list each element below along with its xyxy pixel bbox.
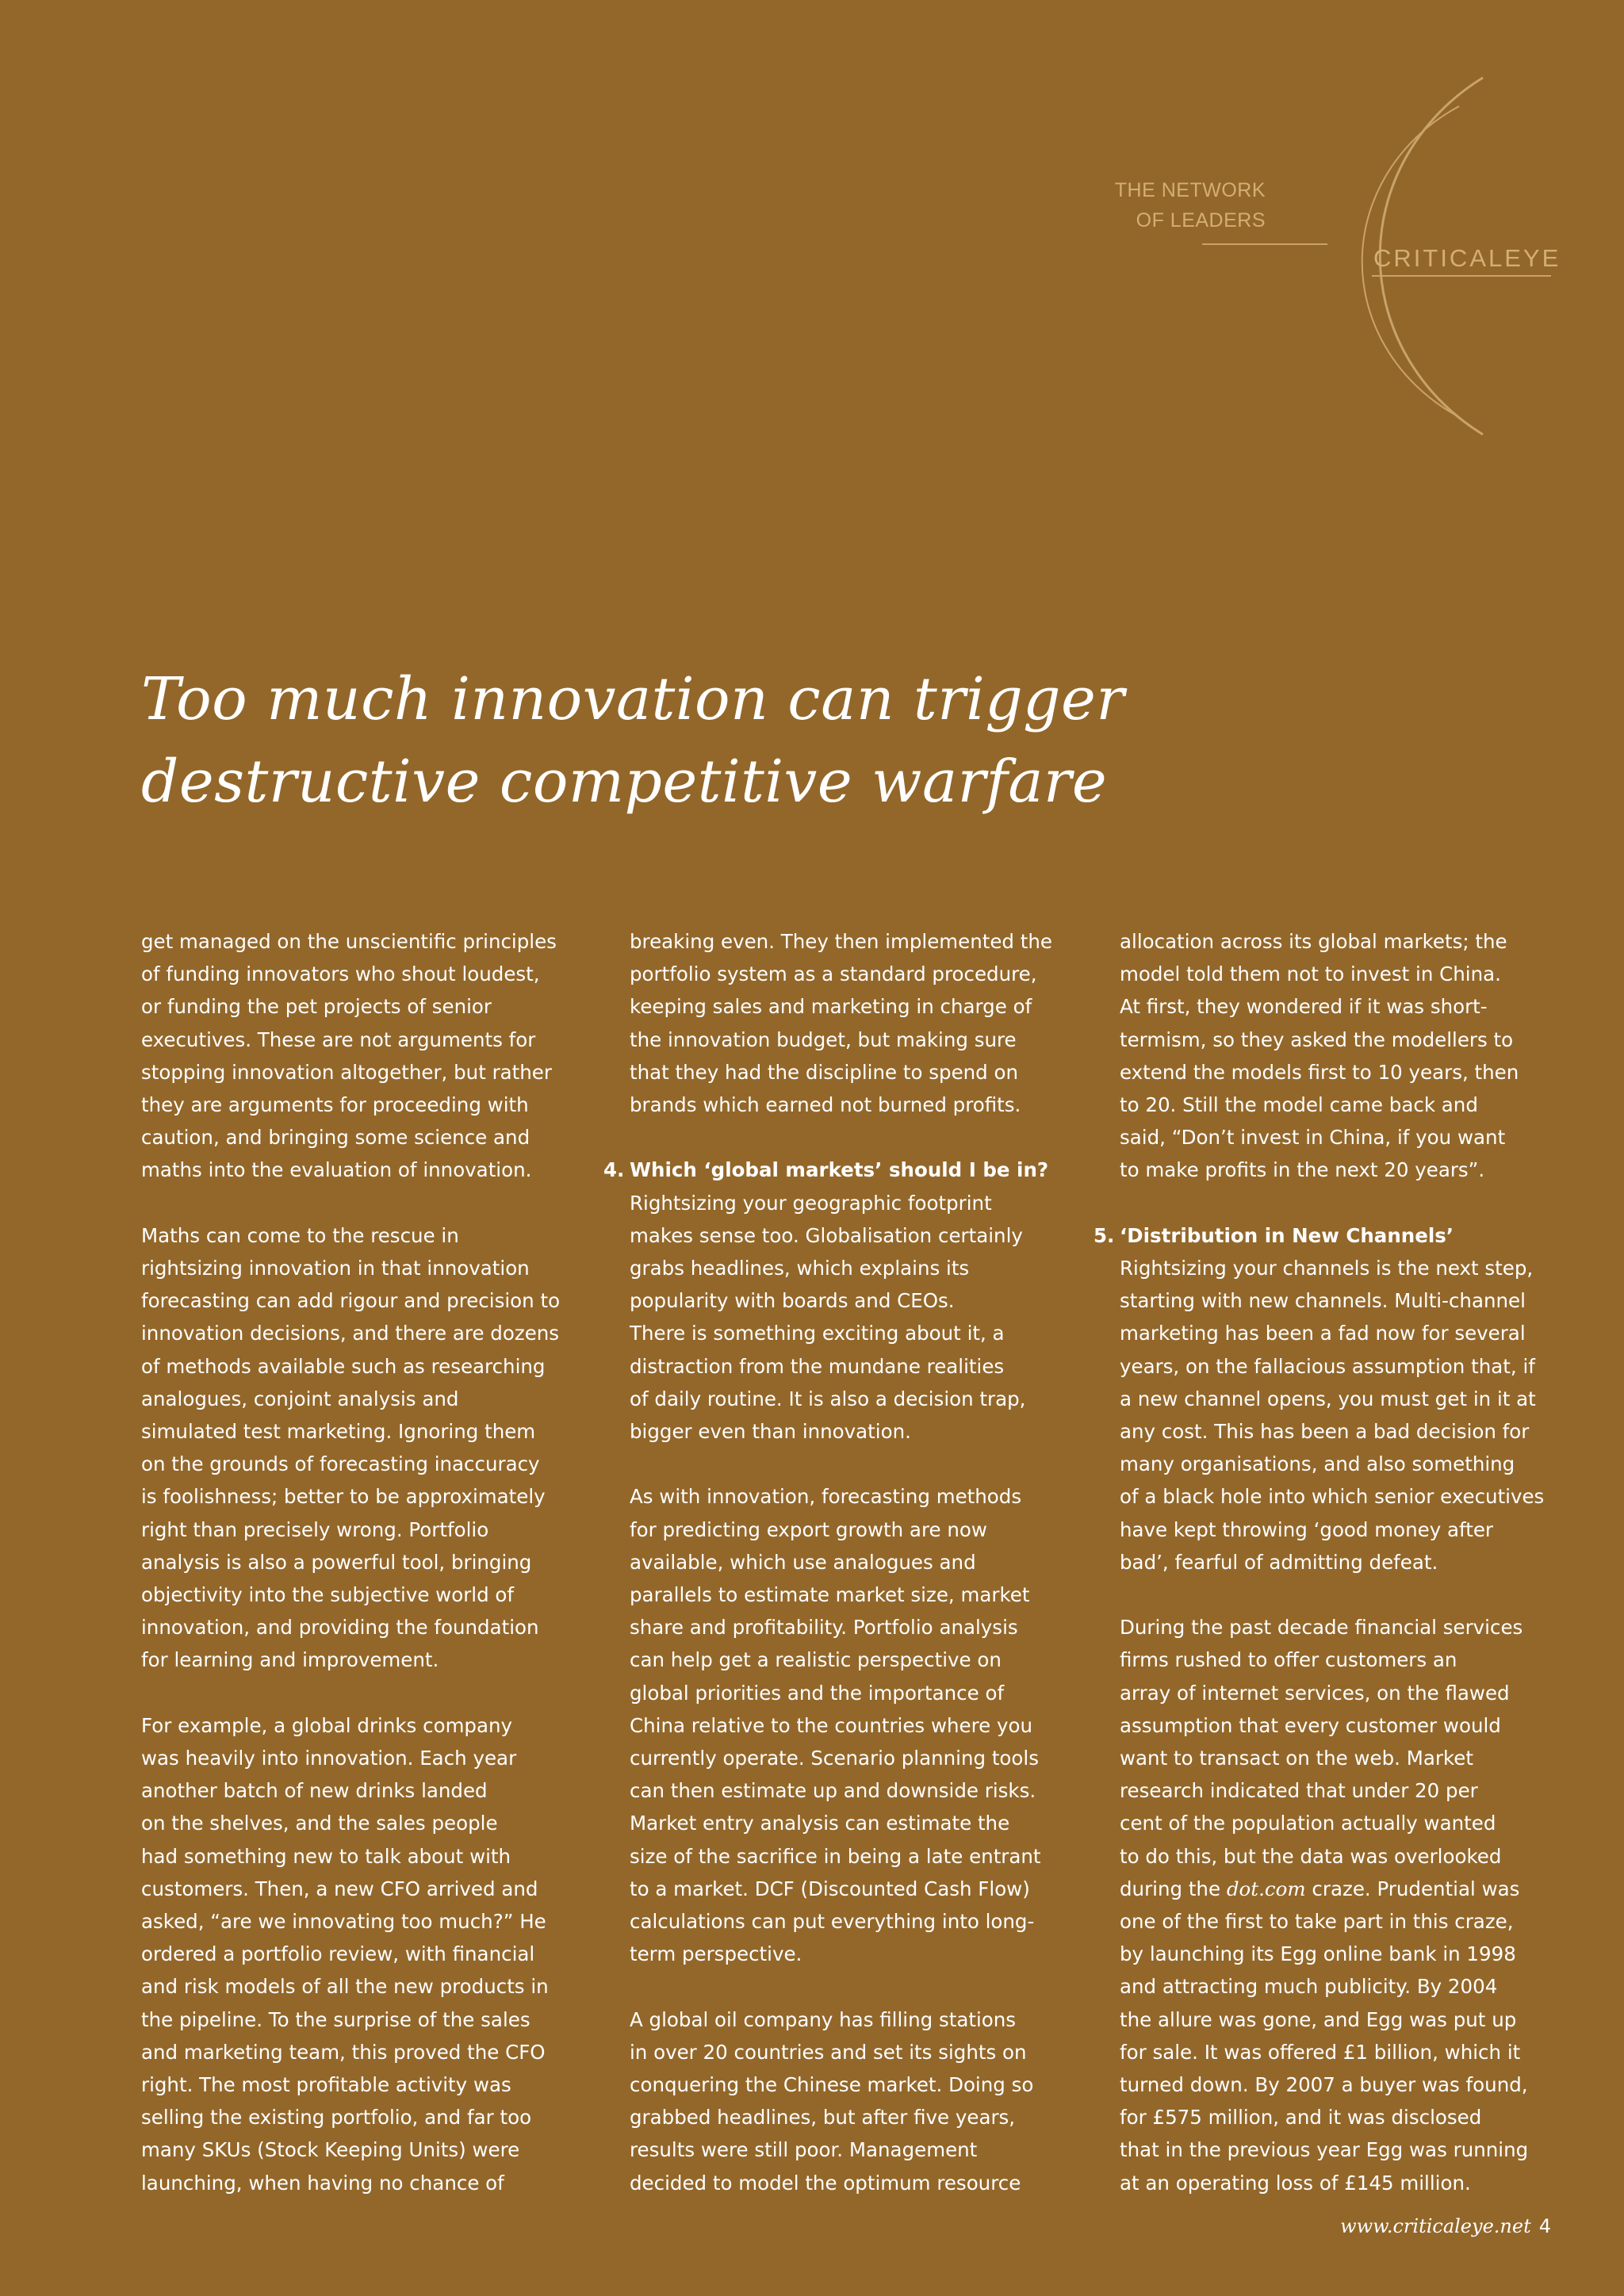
- text-line: asked, “are we innovating too much?” He: [141, 1910, 546, 1934]
- text-line: At first, they wondered if it was short-: [1120, 995, 1488, 1019]
- text-line: termism, so they asked the modellers to: [1120, 1027, 1514, 1051]
- text-line: for £575 million, and it was disclosed: [1120, 2106, 1482, 2130]
- section-heading-4: [603, 1154, 1074, 1186]
- paragraph-gap: [630, 1121, 1074, 1154]
- paragraph-gap: [630, 1970, 1074, 2003]
- article-column-2: [603, 925, 1074, 2199]
- section-heading-5: [1094, 1219, 1564, 1252]
- text-line: During the past decade financial services: [1120, 1616, 1523, 1640]
- text-line: For example, a global drinks company: [141, 1713, 513, 1737]
- paragraph: [141, 1219, 585, 1677]
- text-line: innovation decisions, and there are dozens: [141, 1322, 560, 1345]
- text-line: any cost. This has been a bad decision for: [1120, 1420, 1530, 1444]
- section-heading-text: ‘Distribution in New Channels’: [1120, 1223, 1454, 1247]
- text-line: many SKUs (Stock Keeping Units) were: [141, 2138, 520, 2162]
- text-line: to a market. DCF (Discounted Cash Flow): [630, 1877, 1030, 1900]
- text-line: Rightsizing your channels is the next step,: [1120, 1257, 1534, 1280]
- text-line: parallels to estimate market size, market: [630, 1583, 1030, 1607]
- text-line: another batch of new drinks landed: [141, 1779, 488, 1803]
- text-line: that in the previous year Egg was running: [1120, 2138, 1529, 2162]
- text-line: calculations can put everything into long-: [630, 1910, 1035, 1934]
- logo-tagline-line-2: OF LEADERS: [1136, 209, 1266, 232]
- text-line: executives. These are not arguments for: [141, 1027, 536, 1051]
- section-number: 5.: [1094, 1223, 1115, 1247]
- text-line: to 20. Still the model came back and: [1120, 1093, 1478, 1117]
- logo-tagline-line-1: THE NETWORK: [1114, 179, 1266, 201]
- paragraph: [630, 925, 1074, 1121]
- text-line: for learning and improvement.: [141, 1648, 439, 1672]
- text-line: bigger even than innovation.: [630, 1420, 911, 1444]
- text-line: grabbed headlines, but after five years,: [630, 2106, 1016, 2130]
- text-line: for sale. It was offered £1 billion, which it: [1120, 2040, 1521, 2064]
- text-line: grabs headlines, which explains its: [630, 1257, 970, 1280]
- text-line: extend the models first to 10 years, then: [1120, 1060, 1519, 1084]
- section-number: 4.: [603, 1158, 625, 1182]
- paragraph-gap: [141, 1677, 585, 1709]
- text-line: get managed on the unscientific principles: [141, 930, 557, 953]
- paragraph: [141, 925, 585, 1187]
- text-line: have kept throwing ‘good money after: [1120, 1517, 1493, 1541]
- text-line: global priorities and the importance of: [630, 1681, 1005, 1705]
- paragraph-gap: [1120, 1187, 1564, 1219]
- text-line: assumption that every customer would: [1120, 1713, 1501, 1737]
- paragraph-gap: [630, 1448, 1074, 1480]
- paragraph-gap: [1120, 1578, 1564, 1611]
- text-line: years, on the fallacious assumption that, if: [1120, 1354, 1535, 1378]
- text-run: during the: [1120, 1877, 1227, 1900]
- text-line: can help get a realistic perspective on: [630, 1648, 1002, 1672]
- text-line: in over 20 countries and set its sights on: [630, 2040, 1027, 2064]
- page-footer: [1340, 2215, 1551, 2237]
- text-line: ordered a portfolio review, with financial: [141, 1942, 535, 1966]
- text-line: China relative to the countries where you: [630, 1713, 1033, 1737]
- text-line: firms rushed to offer customers an: [1120, 1648, 1457, 1672]
- text-line: brands which earned not burned profits.: [630, 1093, 1021, 1117]
- text-line: analogues, conjoint analysis and: [141, 1387, 459, 1410]
- text-line: share and profitability. Portfolio analysis: [630, 1616, 1018, 1640]
- paragraph-gap: [141, 1187, 585, 1219]
- page-number: 4: [1538, 2215, 1551, 2237]
- text-line: and marketing team, this proved the CFO: [141, 2040, 546, 2064]
- text-line: array of internet services, on the flawed: [1120, 1681, 1510, 1705]
- text-line: rightsizing innovation in that innovation: [141, 1257, 530, 1280]
- italic-term: dot.com: [1226, 1877, 1306, 1900]
- text-line: want to transact on the web. Market: [1120, 1747, 1473, 1770]
- text-line: maths into the evaluation of innovation.: [141, 1158, 532, 1182]
- text-line: term perspective.: [630, 1942, 802, 1966]
- text-line: forecasting can add rigour and precision to: [141, 1289, 561, 1313]
- text-run: craze. Prudential was: [1305, 1877, 1520, 1900]
- text-line: one of the first to take part in this craze,: [1120, 1910, 1514, 1934]
- paragraph: [630, 2003, 1074, 2199]
- text-line: Maths can come to the rescue in: [141, 1223, 459, 1247]
- text-line: a new channel opens, you must get in it at: [1120, 1387, 1536, 1410]
- text-line: Rightsizing your geographic footprint: [630, 1191, 992, 1215]
- text-line: conquering the Chinese market. Doing so: [630, 2073, 1034, 2097]
- text-line: keeping sales and marketing in charge of: [630, 995, 1032, 1019]
- text-line: decided to model the optimum resource: [630, 2171, 1021, 2195]
- text-line: and risk models of all the new products in: [141, 1975, 549, 1999]
- text-line: they are arguments for proceeding with: [141, 1093, 529, 1117]
- text-line: turned down. By 2007 a buyer was found,: [1120, 2073, 1528, 2097]
- text-line: size of the sacrifice in being a late entrant: [630, 1844, 1041, 1868]
- article-column-3: [1094, 925, 1564, 2199]
- text-line: the pipeline. To the surprise of the sales: [141, 2007, 530, 2031]
- paragraph: [141, 1709, 585, 2199]
- text-line: of a black hole into which senior executives: [1120, 1485, 1545, 1509]
- text-line: research indicated that under 20 per: [1120, 1779, 1478, 1803]
- article-column-1: [141, 925, 585, 2199]
- text-line: right. The most profitable activity was: [141, 2073, 511, 2097]
- text-line: marketing has been a fad now for several: [1120, 1322, 1526, 1345]
- text-line: customers. Then, a new CFO arrived and: [141, 1877, 538, 1900]
- paragraph: [630, 1480, 1074, 1970]
- text-line: As with innovation, forecasting methods: [630, 1485, 1022, 1509]
- text-line: the innovation budget, but making sure: [630, 1027, 1017, 1051]
- text-line: to make profits in the next 20 years”.: [1120, 1158, 1485, 1182]
- text-line: currently operate. Scenario planning tools: [630, 1747, 1039, 1770]
- text-line: or funding the pet projects of senior: [141, 995, 492, 1019]
- text-line: of funding innovators who shout loudest,: [141, 962, 540, 986]
- text-line: A global oil company has filling stations: [630, 2007, 1017, 2031]
- title-line-2: destructive competitive warfare: [141, 748, 1108, 816]
- section-heading-text: Which ‘global markets’ should I be in?: [630, 1158, 1049, 1182]
- text-line: available, which use analogues and: [630, 1550, 976, 1574]
- text-line: innovation, and providing the foundation: [141, 1616, 539, 1640]
- text-line: bad’, fearful of admitting defeat.: [1120, 1550, 1438, 1574]
- logo-wordmark: CRITICALEYE: [1373, 244, 1561, 272]
- text-line: distraction from the mundane realities: [630, 1354, 1005, 1378]
- text-line: allocation across its global markets; the: [1120, 930, 1507, 953]
- text-line: results were still poor. Management: [630, 2138, 978, 2162]
- text-line: to do this, but the data was overlooked: [1120, 1844, 1502, 1868]
- text-line: on the shelves, and the sales people: [141, 1812, 498, 1835]
- paragraph: [1120, 1611, 1564, 2199]
- paragraph: [1120, 1252, 1564, 1578]
- text-line: There is something exciting about it, a: [630, 1322, 1005, 1345]
- text-line: the allure was gone, and Egg was put up: [1120, 2007, 1517, 2031]
- text-line: popularity with boards and CEOs.: [630, 1289, 955, 1313]
- text-line: many organisations, and also something: [1120, 1452, 1515, 1476]
- text-line: Market entry analysis can estimate the: [630, 1812, 1010, 1835]
- text-line: by launching its Egg online bank in 1998: [1120, 1942, 1516, 1966]
- text-line: can then estimate up and downside risks.: [630, 1779, 1036, 1803]
- text-line: model told them not to invest in China.: [1120, 962, 1501, 986]
- text-line: at an operating loss of £145 million.: [1120, 2171, 1471, 2195]
- text-line: of daily routine. It is also a decision trap,: [630, 1387, 1026, 1410]
- text-line: stopping innovation altogether, but rather: [141, 1060, 552, 1084]
- text-line: caution, and bringing some science and: [141, 1126, 530, 1150]
- text-line: said, “Don’t invest in China, if you want: [1120, 1126, 1506, 1150]
- title-line-1: Too much innovation can trigger: [141, 665, 1125, 733]
- text-line: for predicting export growth are now: [630, 1517, 987, 1541]
- text-line: of methods available such as researching: [141, 1354, 546, 1378]
- text-line: [1120, 1873, 1564, 1905]
- text-line: launching, when having no chance of: [141, 2171, 504, 2195]
- text-line: breaking even. They then implemented the: [630, 930, 1052, 953]
- website-link[interactable]: www.criticaleye.net: [1340, 2215, 1531, 2237]
- text-line: cent of the population actually wanted: [1120, 1812, 1496, 1835]
- text-line: starting with new channels. Multi-channel: [1120, 1289, 1526, 1313]
- text-line: was heavily into innovation. Each year: [141, 1747, 517, 1770]
- text-line: on the grounds of forecasting inaccuracy: [141, 1452, 540, 1476]
- text-line: portfolio system as a standard procedure,: [630, 962, 1037, 986]
- text-line: is foolishness; better to be approximately: [141, 1485, 546, 1509]
- text-line: objectivity into the subjective world of: [141, 1583, 515, 1607]
- text-line: had something new to talk about with: [141, 1844, 511, 1868]
- text-line: right than precisely wrong. Portfolio: [141, 1517, 489, 1541]
- page-title: [141, 658, 1331, 823]
- criticaleye-logo: [1114, 71, 1570, 452]
- text-line: makes sense too. Globalisation certainly: [630, 1223, 1023, 1247]
- text-line: analysis is also a powerful tool, bringing: [141, 1550, 532, 1574]
- paragraph: [630, 1187, 1074, 1448]
- paragraph: [1120, 925, 1564, 1187]
- text-line: and attracting much publicity. By 2004: [1120, 1975, 1498, 1999]
- text-line: that they had the discipline to spend on: [630, 1060, 1019, 1084]
- text-line: simulated test marketing. Ignoring them: [141, 1420, 536, 1444]
- text-line: selling the existing portfolio, and far too: [141, 2106, 532, 2130]
